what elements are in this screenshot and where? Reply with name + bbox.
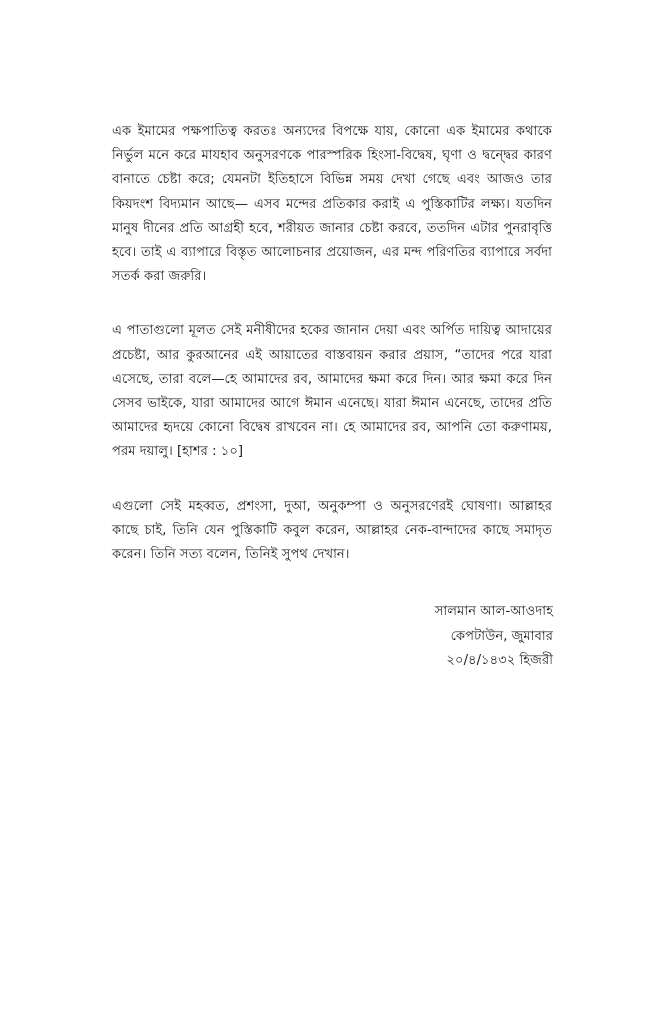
signature-block (330, 600, 553, 674)
paragraph-purpose: এক ইমামের পক্ষপাতিত্ব করতঃ অন্যদের বিপক্ষে যায়, কোনো এক ইমামের কথাকে নির্ভুল মনে করে মাযহাব অনুসরণকে পারস্পরিক হিংসা-বিদ্বেষ, ঘৃণা ও দ্বন্দ্বের কারণ বানাতে চেষ্টা করে; যেমনটা ইতিহাসে বিভিন্ন সময় দেখা গেছে এবং আজও তার কিয়দংশ বিদ্যমান আছে— এসব মন্দের প্রতিকার করাই এ পুস্তিকাটির লক্ষ্য। যতদিন মানুষ দীনের প্রতি আগ্রহী হবে, শরীয়ত জানার চেষ্টা করবে, ততদিন এটার পুনরাবৃত্তি হবে। তাই এ ব্যাপারে বিস্তৃত আলোচনার প্রয়োজন, এর মন্দ পরিণতির ব্যাপারে সর্বদা সতর্ক করা জরুরি। (112, 124, 552, 285)
paragraph-closing: এগুলো সেই মহব্বত, প্রশংসা, দুআ, অনুকম্পা ও অনুসরণেরই ঘোষণা। আল্লাহর কাছে চাই, তিনি যেন পুস্তিকাটি কবুল করেন, আল্লাহর নেক-বান্দাদের কাছে সমাদৃত করেন। তিনি সত্য বলেন, তিনিই সুপথ দেখান। (112, 498, 552, 563)
signature-place: কেপটাউন, জুমাবার (450, 628, 553, 644)
signature-date: ২০/৪/১৪৩২ হিজরী (446, 653, 553, 669)
paragraph-dedication: এ পাতাগুলো মূলত সেই মনীষীদের হকের জানান দেয়া এবং অর্পিত দায়িত্ব আদায়ের প্রচেষ্টা, আর কুরআনের এই আয়াতের বাস্তবায়ন করার প্রয়াস, “তাদের পরে যারা এসেছে, তারা বলে—হে আমাদের রব, আমাদের ক্ষমা করে দিন। আর ক্ষমা করে দিন সেসব ভাইকে, যারা আমাদের আগে ঈমান এনেছে। যারা ঈমান এনেছে, তাদের প্রতি আমাদের হৃদয়ে কোনো বিদ্বেষ রাখবেন না। হে আমাদের রব, আপনি তো করুণাময়, পরম দয়ালু। [হাশর : ১০] (112, 323, 552, 460)
page-body (112, 120, 552, 567)
author-name: সালমান আল-আওদাহ (434, 604, 553, 619)
